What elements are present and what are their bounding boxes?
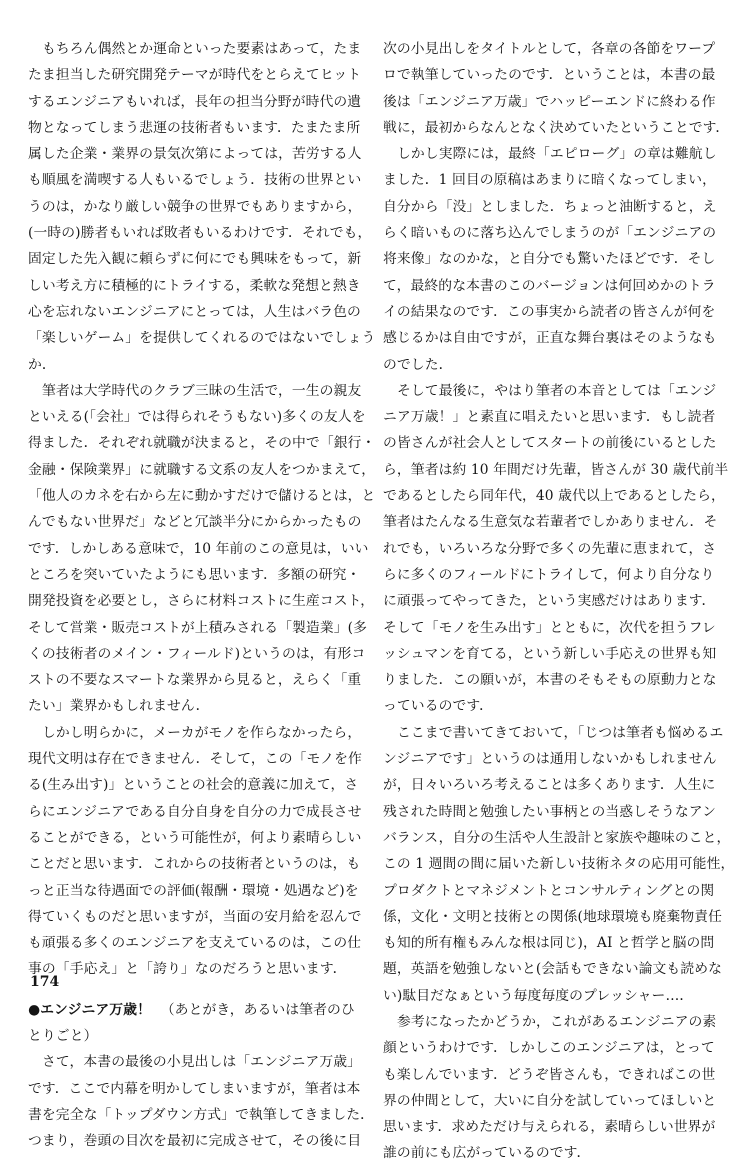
text-line: バランス，自分の生活や人生設計と家族や趣味のこと， <box>383 829 731 846</box>
text-line: 残された時間と勉強したい事柄との当惑しそうなアン <box>383 803 716 820</box>
text-line: 開発投資を必要とし，さらに材料コストに生産コスト， <box>28 593 375 610</box>
text-line: 題，英語を勉強しないと(会話もできない論文も読めな <box>383 961 723 978</box>
text-line: も頑張る多くのエンジニアを支えているのは，この仕 <box>28 935 362 952</box>
text-line: 後は「エンジニア万歳」でハッピーエンドに終わる作 <box>383 93 716 110</box>
text-line: のでした． <box>383 356 453 373</box>
text-line: くの技術者のメイン・フィールド)というのは，有形コ <box>28 645 366 662</box>
text-line: ることができる，という可能性が，何より素晴らしい <box>28 829 362 846</box>
text-line: ら，筆者は約 10 年間だけ先輩，皆さんが 30 歳代前半 <box>383 461 729 478</box>
text-line: て，最終的な本書のこのバージョンは何回めかのトラ <box>383 277 716 294</box>
text-line: といえる(「会社」では得られそうもない)多くの友人を <box>28 409 366 426</box>
text-line: しかし実際には，最終「エピローグ」の章は難航し <box>397 146 717 163</box>
text-line: つまり，巻頭の目次を最初に完成させて，その後に目 <box>28 1133 362 1150</box>
paragraph <box>383 1009 717 1167</box>
text-line: 属した企業・業界の景気次第によっては，苦労する人 <box>28 146 362 163</box>
text-line: ところを突いていたようにも思います．多額の研究・ <box>28 566 361 583</box>
text-line: れでも，いろいろな分野で多くの先輩に恵まれて，さ <box>383 540 717 557</box>
text-line: に頑張ってやってきた，という実感だけはあります． <box>383 593 716 610</box>
text-line: 得ていくものだと思いますが，当面の安月給を忍んで <box>28 908 362 925</box>
right-column <box>383 36 734 1167</box>
text-line: んでもない世界だ」などと冗談半分にからかったもの <box>28 514 362 531</box>
text-line: 心を忘れないエンジニアにとっては，人生はバラ色の <box>28 303 361 320</box>
text-line: プロダクトとマネジメントとコンサルティングとの関 <box>383 882 715 899</box>
text-line: も順風を満喫する人もいるでしょう．技術の世界とい <box>28 172 362 189</box>
text-line: 自分から「没」としました．ちょっと油断すると，え <box>383 198 717 215</box>
text-line: 係，文化・文明と技術との関係(地球環境も廃棄物責任 <box>383 908 723 925</box>
paragraph <box>28 720 362 983</box>
text-line: ンジニアです」というのは通用しないかもしれません <box>383 751 717 768</box>
text-line: か． <box>28 356 56 373</box>
heading-subtitle-cont: とりごと） <box>28 1027 98 1044</box>
text-line: ました．1 回目の原稿はあまりに暗くなってしまい， <box>383 172 716 189</box>
text-line: が，日々いろいろ考えることは多くあります．人生に <box>383 777 716 794</box>
text-line: 金融・保険業界」に就職する文系の友人をつかまえて， <box>28 461 376 478</box>
text-line: 感じるかは自由ですが，正直な舞台裏はそのようなも <box>383 330 717 347</box>
page-number: 174 <box>30 974 60 990</box>
text-line: 「楽しいゲーム」を提供してくれるのではないでしょう <box>28 330 376 347</box>
text-line: しかし明らかに，メーカがモノを作らなかったら， <box>42 724 362 741</box>
text-line: 界の仲間として，大いに自分を試していってほしいと <box>383 1092 717 1109</box>
heading-title: ●エンジニア万歳！ <box>28 1001 151 1018</box>
text-line: もちろん偶然とか運命といった要素はあって，たま <box>42 41 362 57</box>
paragraph <box>28 1049 375 1154</box>
text-line: 思います．求めただけ与えられる，素晴らしい世界が <box>383 1119 716 1136</box>
text-line: イの結果なのです．この事実から読者の皆さんが何を <box>383 303 716 320</box>
text-line: ストの不要なスマートな業界から見ると，えらく「重 <box>28 672 362 689</box>
paragraph <box>383 141 717 378</box>
text-line: 戦に，最初からなんとなく決めていたということです． <box>383 119 730 136</box>
text-line: ッシュマンを育てる，という新しい手応えの世界も知 <box>383 645 717 662</box>
text-line: い)駄目だなぁという毎度毎度のプレッシャー…． <box>383 987 694 1004</box>
text-line: 筆者は大学時代のクラブ三昧の生活で，一生の親友 <box>42 382 362 399</box>
text-line: らにエンジニアである自分自身を自分の力で成長させ <box>28 803 362 820</box>
text-line: も知的所有権もみんな根は同じ)，AI と哲学と脳の問 <box>383 935 715 952</box>
text-line: の皆さんが社会人としてスタートの前後にいるとした <box>383 435 717 452</box>
text-line: 得ました．それぞれ就職が決まると，その中で「銀行・ <box>28 435 376 452</box>
text-line: たい」業界かもしれません． <box>28 698 210 715</box>
paragraph <box>383 36 730 141</box>
text-line: そして「モノを生み出す」とともに，次代を担うフレ <box>383 619 716 636</box>
heading-subtitle: （あとがき，あるいは筆者のひ <box>160 1001 355 1018</box>
section-heading <box>28 997 358 1050</box>
paragraph <box>28 36 376 378</box>
text-line: ロで執筆していったのです．ということは，本書の最 <box>383 67 716 84</box>
text-line: たま担当した研究開発テーマが時代をとらえてヒット <box>28 67 362 84</box>
text-line: っと正当な待遇面での評価(報酬・環境・処遇など)を <box>28 882 359 899</box>
text-line: そして営業・販売コストが上積みされる「製造業」(多 <box>28 619 368 636</box>
text-line: らに多くのフィールドにトライして，何より自分なり <box>383 566 715 583</box>
text-line: っているのです． <box>383 698 494 715</box>
text-line: ことだと思います．これからの技術者というのは，も <box>28 856 361 873</box>
text-line: 事の「手応え」と「誇り」なのだろうと思います． <box>28 961 347 978</box>
text-line: です．ここで内幕を明かしてしまいますが，筆者は本 <box>28 1080 361 1097</box>
text-line: 誰の前にも広がっているのです． <box>383 1145 591 1162</box>
text-line: そして最後に，やはり筆者の本音としては「エンジ <box>397 382 717 399</box>
text-line: さて，本書の最後の小見出しは「エンジニア万歳」 <box>42 1054 362 1071</box>
text-line: 顔というわけです．しかしこのエンジニアは，とって <box>383 1040 715 1057</box>
text-line: (一時の)勝者もいれば敗者もいるわけです．それでも， <box>28 225 372 242</box>
left-column <box>28 36 376 1154</box>
text-line: 現代文明は存在できません．そして，この「モノを作 <box>28 751 362 768</box>
text-line: る(生み出す)」ということの社会的意義に加えて，さ <box>28 777 359 794</box>
text-line: であるとしたら同年代，40 歳代以上であるとしたら， <box>383 488 725 505</box>
text-line: うのは，かなり厳しい競争の世界でもありますから， <box>28 198 362 215</box>
text-line: 「他人のカネを右から左に動かすだけで儲けるとは，と <box>28 488 376 505</box>
text-line: らく暗いものに落ち込んでしまうのが「エンジニアの <box>383 225 717 242</box>
text-line: 参考になったかどうか，これがあるエンジニアの素 <box>397 1013 717 1030</box>
text-line: 物となってしまう悲運の技術者もいます．たまたま所 <box>28 119 361 136</box>
text-line: 将来像」なのかな，と自分でも驚いたほどです．そし <box>383 251 716 268</box>
paragraph <box>383 720 734 1009</box>
text-line: ここまで書いてきておいて，「じつは筆者も悩めるエ <box>397 724 724 741</box>
spacer <box>28 983 358 997</box>
paragraph <box>383 378 729 720</box>
text-line: しい考え方に積極的にトライする，柔軟な発想と熱き <box>28 277 361 294</box>
text-line: 次の小見出しをタイトルとして，各章の各節をワープ <box>383 41 716 57</box>
text-line: も楽しんでいます．どうぞ皆さんも，できればこの世 <box>383 1066 716 1083</box>
text-line: この 1 週間の間に届いた新しい技術ネタの応用可能性， <box>383 856 734 873</box>
text-line: ニア万歳！」と素直に唱えたいと思います．もし読者 <box>383 409 716 426</box>
text-line: です．しかしある意味で，10 年前のこの意見は，いい <box>28 540 369 557</box>
text-line: 筆者はたんなる生意気な若輩者でしかありません．そ <box>383 514 718 531</box>
paragraph <box>28 378 376 720</box>
text-line: するエンジニアもいれば，長年の担当分野が時代の遺 <box>28 93 362 110</box>
text-line: りました．この願いが，本書のそもそもの原動力とな <box>383 672 717 689</box>
text-line: 固定した先入観に頼らずに何にでも興味をもって，新 <box>28 251 362 268</box>
text-line: 書を完全な「トップダウン方式」で執筆してきました． <box>28 1106 375 1123</box>
